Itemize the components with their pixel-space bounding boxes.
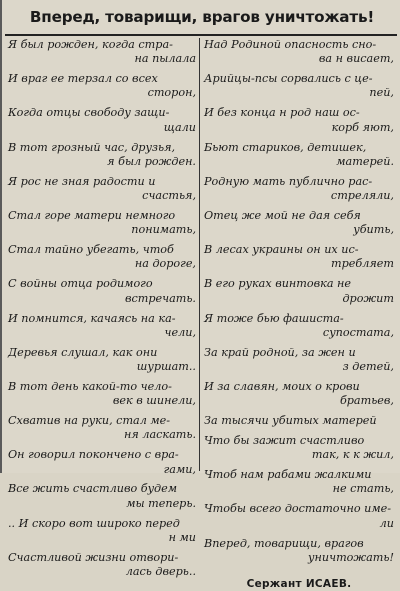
poem-line: пей, — [369, 86, 394, 100]
poem-stanza — [204, 141, 394, 170]
headline-rule — [5, 34, 397, 36]
poem-line: лась дверь.. — [125, 565, 196, 579]
poem-stanza — [204, 502, 394, 531]
poem-line: братьев, — [339, 394, 394, 408]
poem-line: Что бы зажит счастливо — [204, 433, 365, 447]
poem-line: Арийцы-псы сорвались с це- — [204, 72, 373, 86]
poem-line: ва н висает, — [318, 52, 394, 66]
poem-line: В его руках винтовка не — [204, 277, 352, 291]
poem-stanza — [8, 380, 196, 409]
poem-stanza — [204, 72, 394, 101]
poem-line: Стал горе матери немного — [8, 208, 176, 222]
poem-stanza — [204, 38, 394, 67]
poem-line: дрожит — [342, 291, 394, 305]
poem-line: я был рожден. — [107, 154, 196, 168]
poem-line: Счастливой жизни отвори- — [8, 550, 179, 564]
poem-line: Родную мать публично рас- — [204, 174, 373, 188]
poem-stanza — [204, 414, 394, 428]
poem-stanza — [204, 537, 394, 566]
poem-stanza — [8, 106, 196, 135]
poem-line: век в шинели, — [112, 394, 196, 408]
poem-stanza — [8, 551, 196, 580]
column-divider — [199, 38, 200, 471]
poem-line: Вперед, товарищи, врагов — [204, 536, 364, 550]
poem-line: Над Родиной опасность сно- — [204, 38, 377, 51]
poem-stanza — [8, 517, 196, 546]
poem-column-left — [8, 38, 196, 579]
poem-stanza — [204, 243, 394, 272]
poem-line: И помнится, качаясь на ка- — [8, 311, 176, 325]
poem-line: В тот день какой-то чело- — [8, 379, 172, 393]
poem-stanza — [8, 312, 196, 341]
poem-stanza — [204, 346, 394, 375]
poem-column-right — [204, 38, 394, 591]
poem-stanza — [8, 175, 196, 204]
poem-stanza — [8, 482, 196, 511]
poem-line: Отец же мой не дая себя — [204, 208, 361, 222]
poem-line: на дороге, — [134, 257, 196, 271]
poem-stanza — [204, 380, 394, 409]
poem-stanza — [204, 468, 394, 497]
poem-line: требляет — [331, 257, 394, 271]
poem-line: Чтоб нам рабами жалкими — [204, 468, 372, 482]
poem-line: мы теперь. — [126, 496, 196, 510]
poem-stanza — [204, 175, 394, 204]
headline: Вперед, товарищи, врагов уничтожать! — [29, 8, 375, 26]
poem-line: стреляли, — [330, 189, 394, 203]
poem-line: Я рос не зная радости и — [8, 174, 156, 188]
poem-line: встречать. — [124, 291, 196, 305]
poem-line: н ми — [168, 530, 196, 544]
poem-line: щали — [163, 120, 196, 134]
poem-line: понимать, — [131, 223, 196, 237]
poem-line: з детей, — [342, 359, 394, 373]
poem-line: Деревья слушал, как они — [8, 345, 158, 359]
poem-line: Я был рожден, когда стра- — [8, 38, 173, 51]
poem-stanzas-right — [204, 38, 394, 565]
poem-line: матерей. — [336, 154, 394, 168]
poem-stanza — [8, 414, 196, 443]
poem-line: Бьют стариков, детишек, — [204, 140, 367, 154]
signature: Сержант ИСАЕВ. — [246, 578, 352, 591]
poem-line: так, к к жил, — [311, 448, 394, 462]
poem-stanza — [8, 141, 196, 170]
poem-stanza — [8, 346, 196, 375]
poem-line: И без конца н род наш ос- — [204, 106, 360, 120]
poem-line: В лесах украины он их ис- — [204, 243, 359, 257]
poem-line: ня ласкать. — [124, 428, 196, 442]
poem-stanza — [8, 243, 196, 272]
poem-line: шуршат.. — [136, 359, 196, 373]
poem-line: Все жить счастливо будем — [8, 482, 178, 496]
poem-line: Когда отцы свободу защи- — [8, 106, 170, 120]
poem-stanza — [204, 106, 394, 135]
poem-stanza — [8, 72, 196, 101]
poem-line: ли — [379, 516, 394, 530]
poem-stanza — [204, 277, 394, 306]
poem-line: В тот грозный час, друзья, — [8, 140, 176, 154]
poem-line: на пылала — [134, 52, 196, 66]
poem-line: .. И скоро вот широко перед — [8, 516, 180, 530]
poem-line: не стать, — [332, 482, 394, 496]
poem-stanza — [8, 209, 196, 238]
poem-line: убить, — [353, 223, 394, 237]
poem-line: чели, — [164, 325, 196, 339]
poem-line: супостата, — [322, 325, 394, 339]
poem-line: И за славян, моих о крови — [204, 379, 360, 393]
poem-stanza — [204, 209, 394, 238]
poem-line: Схватив на руки, стал ме- — [8, 414, 171, 428]
poem-line: За тысячи убитых матерей — [204, 414, 377, 428]
poem-line: Он говорил покончено с вра- — [8, 448, 179, 462]
poem-line: С войны отца родимого — [8, 277, 153, 291]
poem-line: уничтожать! — [308, 550, 394, 564]
poem-stanza — [204, 312, 394, 341]
poem-stanza — [8, 277, 196, 306]
poem-line: Я тоже бью фашиста- — [204, 311, 344, 325]
poem-line: сторон, — [147, 86, 196, 100]
poem-line: Стал тайно убегать, чтоб — [8, 243, 174, 257]
poem-line: гами, — [163, 462, 196, 476]
poem-stanza — [8, 38, 196, 67]
poem-line: корб яют, — [331, 120, 394, 134]
poem-line: И враг ее терзал со всех — [8, 72, 158, 86]
poem-line: За край родной, за жен и — [204, 345, 356, 359]
poem-line: счастья, — [142, 189, 196, 203]
poem-stanza — [204, 434, 394, 463]
poem-line: Чтобы всего достаточно име- — [204, 502, 392, 516]
